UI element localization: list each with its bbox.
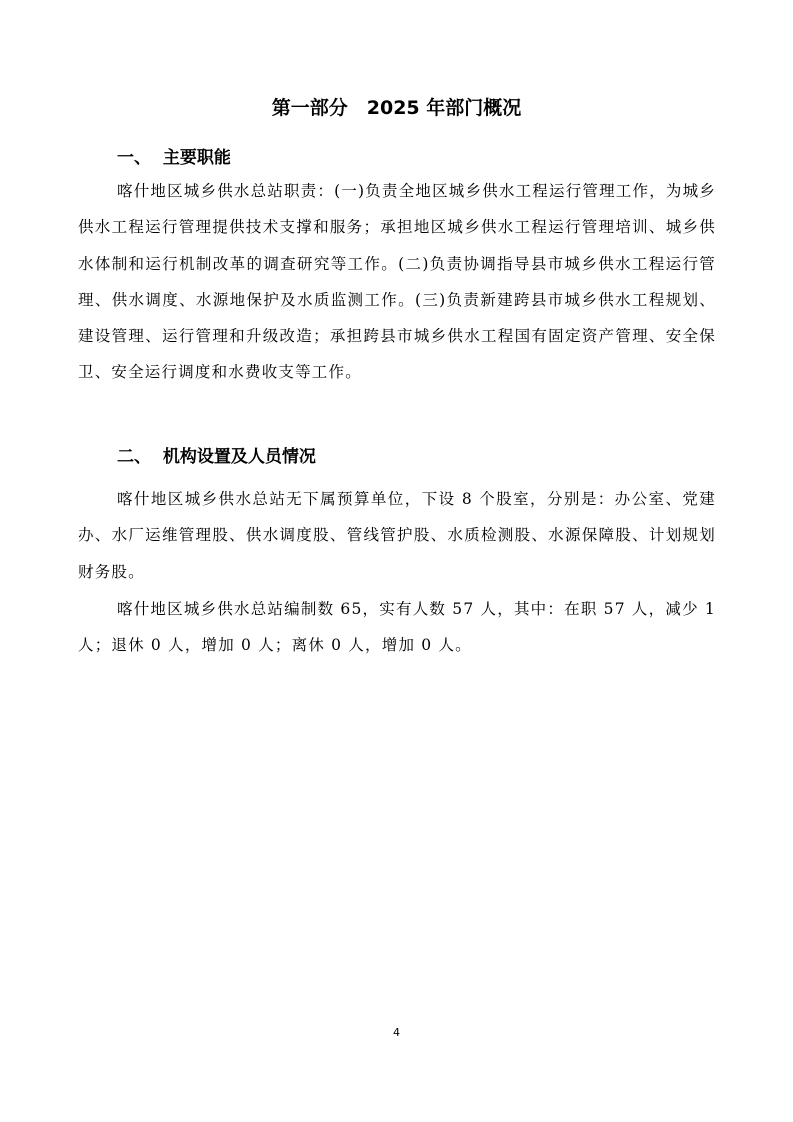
paragraph-staffing: 喀什地区城乡供水总站编制数 65，实有人数 57 人，其中：在职 57 人，减少 1 人；退休 0 人，增加 0 人；离休 0 人，增加 0 人。: [78, 600, 716, 655]
paragraph-main-functions: 喀什地区城乡供水总站职责：(一)负责全地区城乡供水工程运行管理工作，为城乡供水工程运行管理提供技术支撑和服务；承担地区城乡供水工程运行管理培训、城乡供水体制和运行机制改革的调查研究等工作。(二)负责协调指导县市城乡供水工程运行管理、供水调度、水源地保护及水质监测工作。(三)负责新建跨县市城乡供水工程规划、建设管理、运行管理和升级改造；承担跨县市城乡供水工程国有固定资产管理、安全保卫、安全运行调度和水费收支等工作。: [78, 182, 716, 382]
section-heading-main-functions: 一、 主要职能: [117, 148, 231, 168]
paragraph-organization-units: 喀什地区城乡供水总站无下属预算单位，下设 8 个股室，分别是：办公室、党建办、水厂运维管理股、供水调度股、管线管护股、水质检测股、水源保障股、计划规划财务股。: [78, 490, 716, 581]
page-title: 第一部分 2025 年部门概况: [271, 97, 522, 119]
section-heading-organization: 二、 机构设置及人员情况: [117, 447, 316, 467]
page-number: 4: [393, 1026, 400, 1039]
